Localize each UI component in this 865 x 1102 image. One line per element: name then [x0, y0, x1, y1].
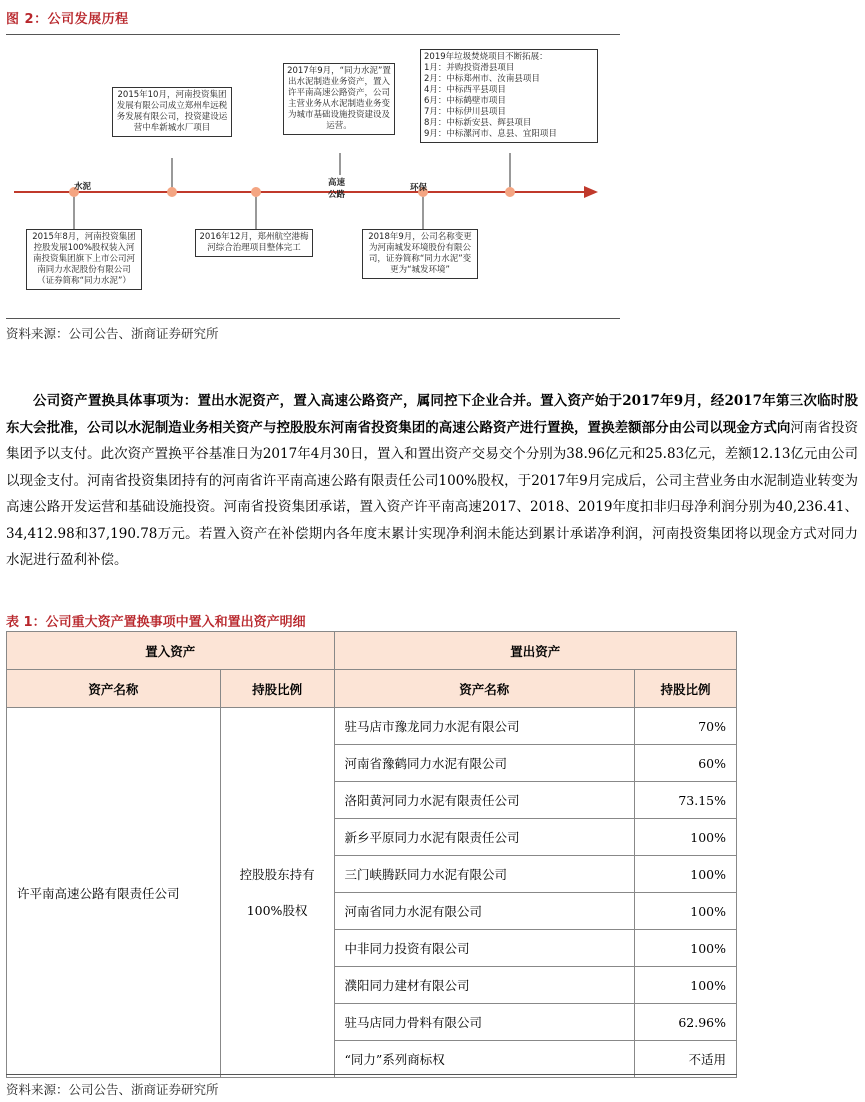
col-header-in-ratio: 持股比例	[220, 670, 334, 708]
stage-label-environment: 环保	[410, 183, 428, 193]
out-asset-ratio: 60%	[635, 745, 737, 782]
group-header-out: 置出资产	[334, 632, 736, 670]
in-ratio-line1: 控股股东持有	[239, 866, 315, 882]
table-source: 资料来源：公司公告、浙商证券研究所	[6, 1082, 219, 1097]
stage-label-highway-2: 公路	[328, 190, 346, 200]
table-bottom-rule	[6, 1074, 737, 1075]
col-header-out-asset: 资产名称	[334, 670, 635, 708]
milestone-dot-2016-12	[251, 187, 261, 197]
col-header-in-asset: 资产名称	[7, 670, 221, 708]
event-2017-9: 2017年9月，“同力水泥”置出水泥制造业务资产，置入许平南高速公路资产，公司主营业务从水泥制造业务变为城市基础设施投资建设及运营。	[283, 63, 395, 135]
out-asset-ratio: 62.96%	[635, 1004, 737, 1041]
event-2019-heading: 2019年垃圾焚烧项目不断拓展：	[424, 52, 548, 62]
stage-label-highway-1: 高速	[328, 178, 346, 188]
out-asset-ratio: 73.15%	[635, 782, 737, 819]
group-header-in: 置入资产	[7, 632, 335, 670]
asset-swap-table	[6, 631, 737, 1078]
out-asset-name: 中非同力投资有限公司	[334, 930, 635, 967]
out-asset-name: 河南省豫鹤同力水泥有限公司	[334, 745, 635, 782]
out-asset-name: 河南省同力水泥有限公司	[334, 893, 635, 930]
stage-label-cement: 水泥	[74, 182, 92, 192]
out-asset-name: “同力”系列商标权	[334, 1041, 635, 1078]
table-group-header-row	[7, 632, 737, 670]
figure-source: 资料来源：公司公告、浙商证券研究所	[6, 326, 219, 341]
table-row	[7, 708, 737, 745]
out-asset-ratio: 100%	[635, 930, 737, 967]
in-asset-name: 许平南高速公路有限责任公司	[7, 708, 221, 1078]
out-asset-name: 洛阳黄河同力水泥有限责任公司	[334, 782, 635, 819]
out-asset-ratio: 100%	[635, 967, 737, 1004]
event-2015-10: 2015年10月，河南投资集团发展有限公司成立郑州牟远税务发展有限公司，投资建设运营中牟新城水厂项目	[112, 87, 232, 137]
table-column-header-row	[7, 670, 737, 708]
out-asset-ratio: 100%	[635, 856, 737, 893]
paragraph-body: 河南省投资集团予以支付。此次资产置换平谷基准日为2017年4月30日，置入和置出资产交易交个分别为38.96亿元和25.83亿元，差额12.13亿元由公司以现金支付。河南省投资集团持有的河南省许平南高速公路有限责任公司100%股权，于2017年9月完成后，公司主营业务由水泥制造业转变为高速公路开发运营和基础设施投资。河南省投资集团承诺，置入资产许平南高速2017、2018、2019年度扣非归母净利润分别为40,236.41、34,412.98和37,190.78万元。若置入资产在补偿期内各年度末累计实现净利润未能达到累计承诺净利润，河南投资集团将以现金方式对同力水泥进行盈利补偿。	[6, 419, 859, 568]
event-2019-item: 1月：并购投资滑县项目	[424, 63, 515, 73]
event-2019-item: 2月：中标郑州市、汝南县项目	[424, 74, 540, 84]
event-2015-8: 2015年8月，河南投资集团控股发展100%股权装入河南投资集团旗下上市公司河南同力水泥股份有限公司（证券简称“同力水泥”）	[26, 229, 142, 290]
table-title: 表 1：公司重大资产置换事项中置入和置出资产明细	[6, 615, 306, 630]
event-2019-item: 4月：中标西平县项目	[424, 85, 506, 95]
in-ratio-line2: 100%股权	[246, 902, 308, 918]
event-2019-item: 9月：中标漯河市、息县、宜阳项目	[424, 129, 557, 139]
paragraph-bold-lead: 公司资产置换具体事项为：置出水泥资产，置入高速公路资产，属同控下企业合并。置入资产始于2017年9月，经2017年第三次临时股东大会批准，公司以水泥制造业务相关资产与控股股东河南省投资集团的高速公路资产进行置换，置换差额部分由公司以现金方式向	[6, 393, 858, 436]
col-header-out-ratio: 持股比例	[635, 670, 737, 708]
event-2019-expansion	[420, 49, 598, 143]
out-asset-ratio: 100%	[635, 819, 737, 856]
event-2018-9: 2018年9月，公司名称变更为河南城发环境股份有限公司，证券简称“同力水泥”变更为“城发环境”	[362, 229, 478, 279]
figure-bottom-rule	[6, 318, 620, 319]
out-asset-name: 濮阳同力建材有限公司	[334, 967, 635, 1004]
out-asset-name: 驻马店市豫龙同力水泥有限公司	[334, 708, 635, 745]
body-paragraph	[6, 388, 858, 574]
in-asset-ratio	[220, 708, 334, 1078]
out-asset-ratio: 70%	[635, 708, 737, 745]
out-asset-name: 新乡平原同力水泥有限责任公司	[334, 819, 635, 856]
timeline-diagram	[10, 35, 620, 317]
milestone-dot-2015-10	[167, 187, 177, 197]
milestone-dot-2019	[505, 187, 515, 197]
out-asset-ratio: 不适用	[635, 1041, 737, 1078]
out-asset-ratio: 100%	[635, 893, 737, 930]
event-2016-12: 2016年12月，郑州航空港梅河综合治理项目整体完工	[195, 229, 313, 257]
out-asset-name: 三门峡腾跃同力水泥有限公司	[334, 856, 635, 893]
event-2019-item: 7月：中标伊川县项目	[424, 107, 506, 117]
out-asset-name: 驻马店同力骨料有限公司	[334, 1004, 635, 1041]
figure-title: 图 2：公司发展历程	[6, 12, 129, 27]
event-2019-item: 6月：中标鹤壁市项目	[424, 96, 506, 106]
timeline-arrowhead	[584, 186, 598, 198]
event-2019-item: 8月：中标新安县、辉县项目	[424, 118, 532, 128]
